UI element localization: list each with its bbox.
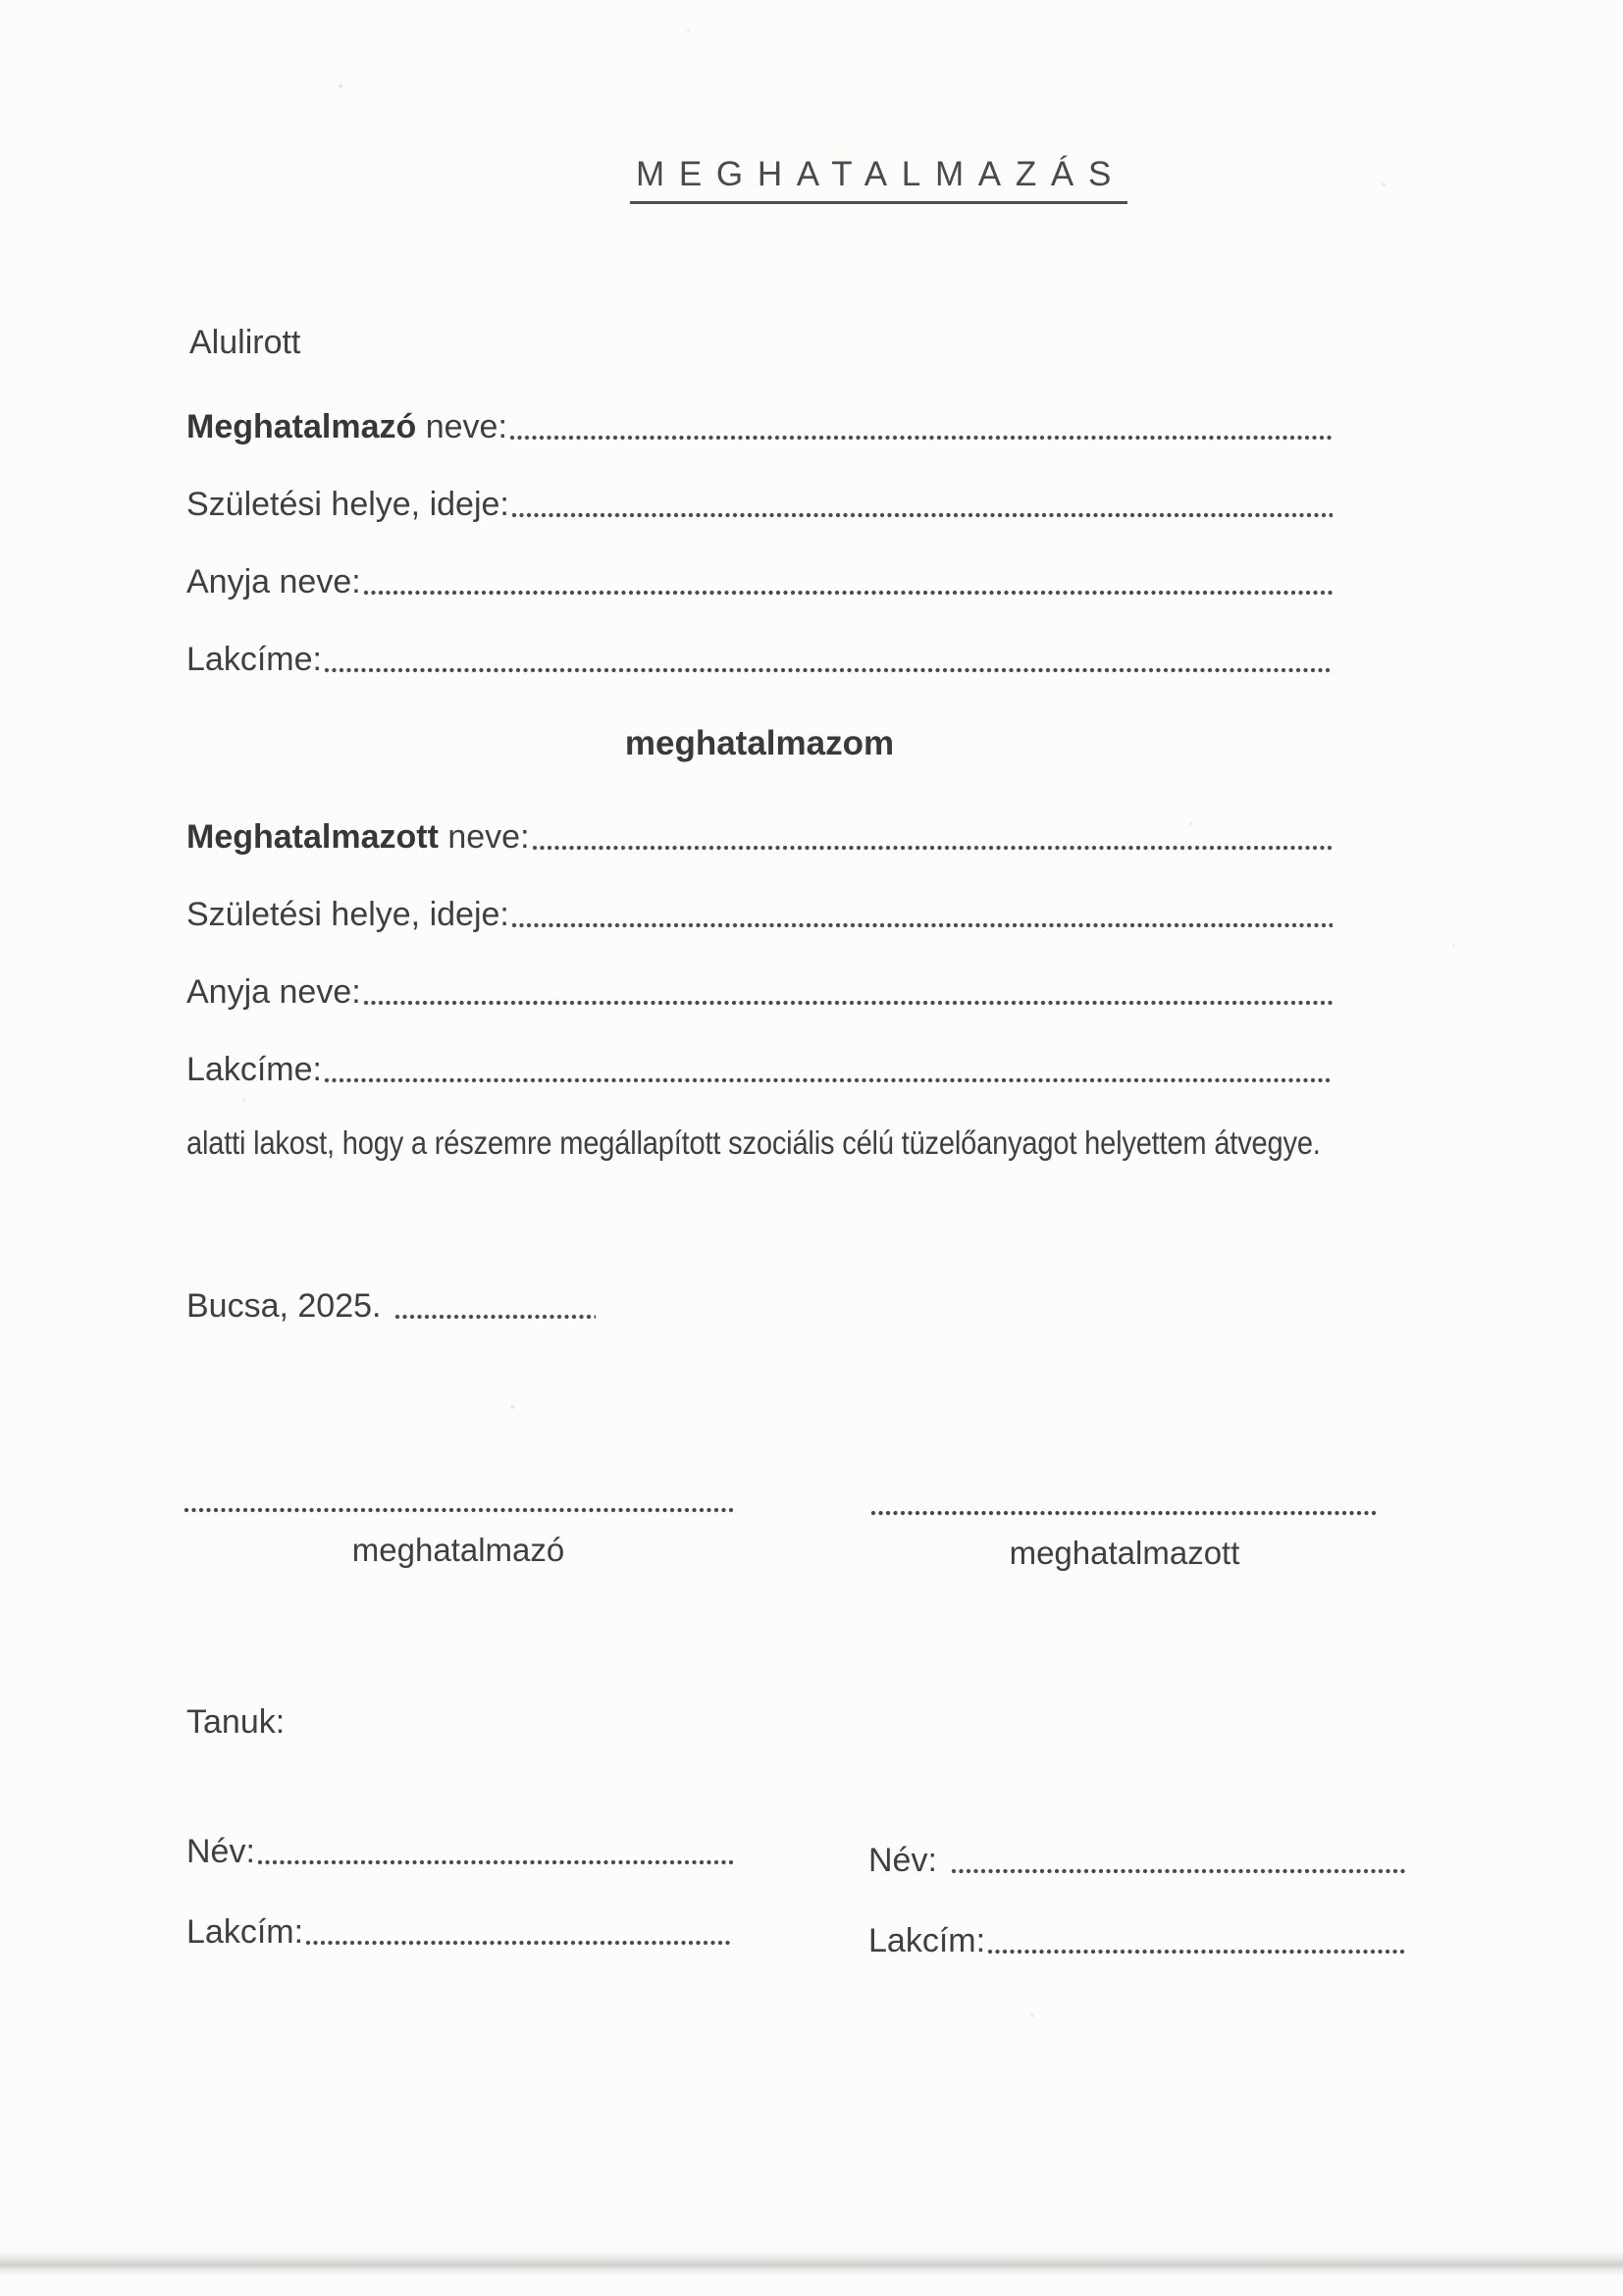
scanner-edge-band — [0, 2251, 1623, 2276]
witnesses-heading: Tanuk: — [186, 1703, 286, 1741]
signature-section — [183, 1504, 1379, 1569]
principal-name-label-bold: Meghatalmazó — [186, 408, 417, 445]
agent-address-row — [186, 1047, 1333, 1092]
witness-left-address-label: Lakcím: — [186, 1913, 304, 1951]
scan-speck — [1030, 2013, 1034, 2017]
witness-address-row — [186, 1909, 1408, 1959]
signature-line-left — [183, 1504, 733, 1516]
agent-birth-row — [186, 892, 1333, 937]
principal-address-label: Lakcíme: — [186, 641, 322, 678]
agent-name-label-bold: Meghatalmazott — [186, 818, 439, 856]
principal-name-label — [186, 404, 507, 449]
witnesses-section — [186, 1829, 1408, 1990]
witness-left-name — [186, 1829, 733, 1874]
agent-name-label — [186, 814, 530, 860]
scan-speck — [339, 84, 342, 88]
dotted-blank-date — [394, 1311, 596, 1323]
scan-speck — [510, 1405, 514, 1409]
principal-mother-label: Anyja neve: — [186, 563, 361, 600]
principal-name-row — [186, 404, 1333, 449]
agent-address-label: Lakcíme: — [186, 1051, 322, 1088]
authorize-heading: meghatalmazom — [624, 724, 895, 762]
principal-mother-row — [186, 559, 1333, 604]
agent-name-row — [186, 814, 1333, 860]
signature-label-left: meghatalmazó — [351, 1532, 565, 1568]
scan-speck — [1382, 183, 1386, 186]
scan-speck — [242, 1099, 245, 1102]
principal-birth-label: Születési helye, ideje: — [186, 486, 509, 523]
statement-text: alatti lakost, hogy a részemre megállapított szociális célú tüzelőanyagot helyettem átvegye. — [186, 1124, 1321, 1161]
document-title: MEGHATALMAZÁS — [630, 155, 1127, 204]
signature-line-right — [870, 1507, 1379, 1519]
signature-right — [870, 1507, 1379, 1572]
dotted-blank-witness-left-name — [257, 1856, 733, 1868]
dotted-blank-witness-left-address — [305, 1937, 733, 1949]
principal-address-row — [186, 637, 1333, 682]
agent-section — [186, 814, 1333, 1124]
date-line — [186, 1283, 795, 1329]
witness-left-address — [186, 1909, 733, 1955]
witness-right-address-label: Lakcím: — [868, 1922, 986, 1959]
intro-text: Alulirott — [189, 324, 301, 361]
witness-name-row — [186, 1829, 1408, 1879]
witness-right-name-label: Név: — [868, 1842, 937, 1879]
witness-right-address — [868, 1918, 1406, 1963]
agent-name-label-rest: neve: — [438, 818, 530, 856]
agent-birth-label: Születési helye, ideje: — [186, 896, 509, 933]
dotted-blank-principal-name — [509, 432, 1333, 444]
dotted-blank-witness-right-name — [951, 1865, 1406, 1877]
dotted-blank-principal-mother — [363, 587, 1333, 599]
principal-section — [186, 404, 1333, 714]
agent-mother-label: Anyja neve: — [186, 973, 361, 1011]
dotted-blank-agent-birth — [511, 919, 1333, 931]
dotted-blank-agent-mother — [363, 997, 1333, 1009]
scan-speck — [1189, 822, 1192, 825]
dotted-blank-principal-address — [324, 664, 1333, 676]
signature-label-right: meghatalmazott — [1009, 1535, 1240, 1571]
signature-left — [183, 1504, 733, 1569]
agent-mother-row — [186, 969, 1333, 1015]
dotted-blank-principal-birth — [511, 509, 1333, 521]
witness-left-name-label: Név: — [186, 1833, 255, 1870]
scan-speck — [1452, 944, 1455, 947]
principal-birth-row — [186, 482, 1333, 527]
witness-right-name — [868, 1838, 1406, 1883]
date-prefix: Bucsa, 2025. — [186, 1287, 382, 1325]
dotted-blank-witness-right-address — [987, 1946, 1406, 1957]
dotted-blank-agent-address — [324, 1074, 1333, 1086]
scan-speck — [687, 28, 690, 31]
dotted-blank-agent-name — [532, 842, 1333, 854]
principal-name-label-rest: neve: — [416, 408, 507, 445]
